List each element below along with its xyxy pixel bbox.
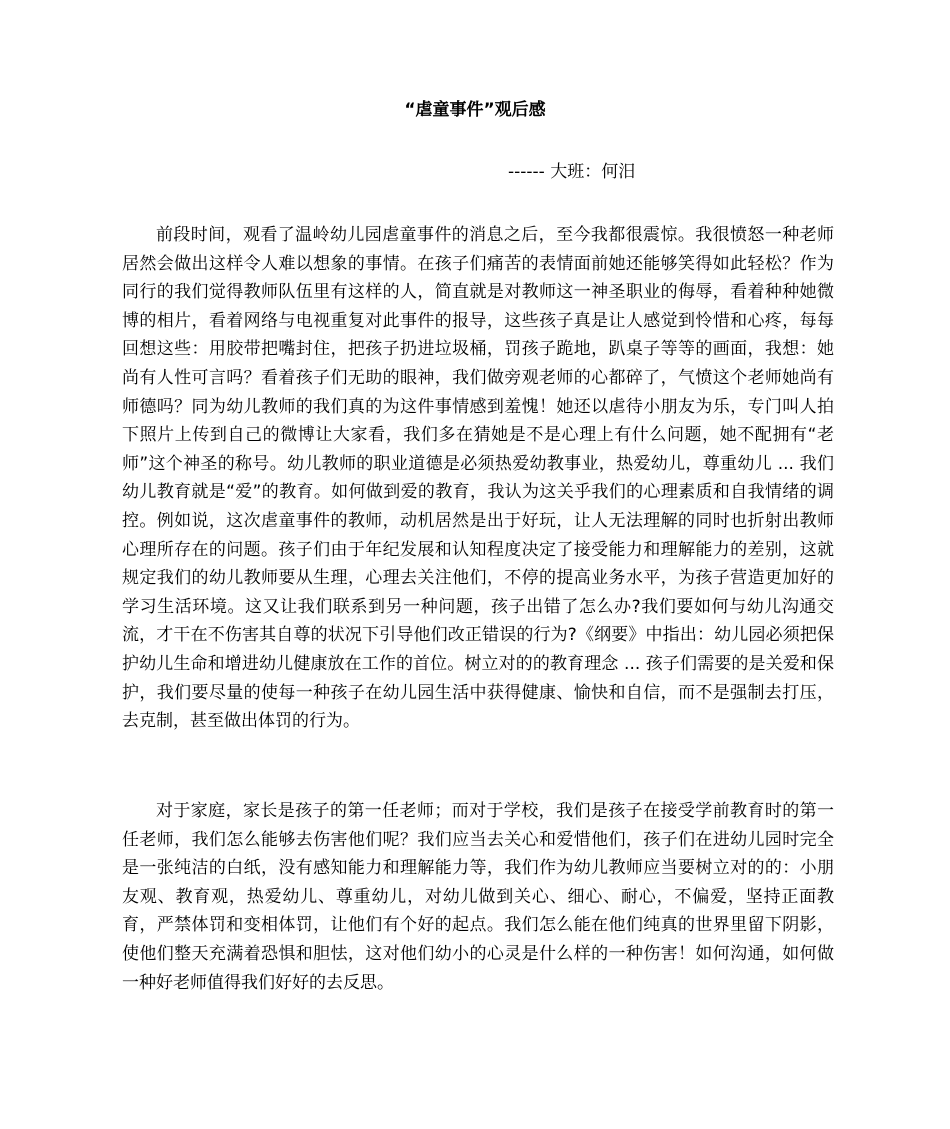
document-title: “虐童事件”观后感 xyxy=(404,100,546,120)
body-paragraph-2: 对于家庭，家长是孩子的第一任老师；而对于学校，我们是孩子在接受学前教育时的第一任老师，我们怎么能够去伤害他们呢？我们应当去关心和爱惜他们，孩子们在进幼儿园时完全是一张纯洁的白纸，没有感知能力和理解能力等，我们作为幼儿教师应当要树立对的的：小朋友观、教育观，热爱幼儿、尊重幼儿，对幼儿做到关心、细心、耐心，不偏爱，坚持正面教育，严禁体罚和变相体罚，让他们有个好的起点。我们怎么能在他们纯真的世界里留下阴影，使他们整天充满着恐惧和胆怯，这对他们幼小的心灵是什么样的一种伤害！如何沟通，如何做一种好老师值得我们好好的去反思。 xyxy=(122,801,834,993)
body-paragraph-1: 前段时间，观看了温岭幼儿园虐童事件的消息之后，至今我都很震惊。我很愤怒一种老师居然会做出这样令人难以想象的事情。在孩子们痛苦的表情面前她还能够笑得如此轻松？作为同行的我们觉得教师队伍里有这样的人，简直就是对教师这一神圣职业的侮辱，看着种种她微博的相片，看着网络与电视重复对此事件的报导，这些孩子真是让人感觉到怜惜和心疼，每每回想这些：用胶带把嘴封住，把孩子扔进垃圾桶，罚孩子跪地，趴桌子等等的画面，我想：她尚有人性可言吗？看着孩子们无助的眼神，我们做旁观老师的心都碎了，气愤这个老师她尚有师德吗？同为幼儿教师的我们真的为这件事情感到羞愧！她还以虐待小朋友为乐，专门叫人拍下照片上传到自己的微博让大家看，我们多在猜她是不是心理上有什么问题，她不配拥有“老师”这个神圣的称号。幼儿教师的职业道德是必须热爱幼教事业，热爱幼儿，尊重幼儿 ... 我们幼儿教育就是“爱”的教育。如何做到爱的教育，我认为这关乎我们的心理素质和自我情绪的调控。例如说，这次虐童事件的教师，动机居然是出于好玩，让人无法理解的同时也折射出教师心理所存在的问题。孩子们由于年纪发展和认知程度决定了接受能力和理解能力的差别，这就规定我们的幼儿教师要从生理，心理去关注他们，不停的提高业务水平，为孩子营造更加好的学习生活环境。这又让我们联系到另一种问题，孩子出错了怎么办?我们要如何与幼儿沟通交流，才干在不伤害其自尊的状况下引导他们改正错误的行为?《纲要》中指出：幼儿园必须把保护幼儿生命和增进幼儿健康放在工作的首位。树立对的的教育理念 ... 孩子们需要的是关爱和保护，我们要尽量的使每一种孩子在幼儿园生活中获得健康、愉快和自信，而不是强制去打压，去克制，甚至做出体罚的行为。 xyxy=(122,225,834,732)
author-line: ------ 大班：何汨 xyxy=(508,162,636,182)
